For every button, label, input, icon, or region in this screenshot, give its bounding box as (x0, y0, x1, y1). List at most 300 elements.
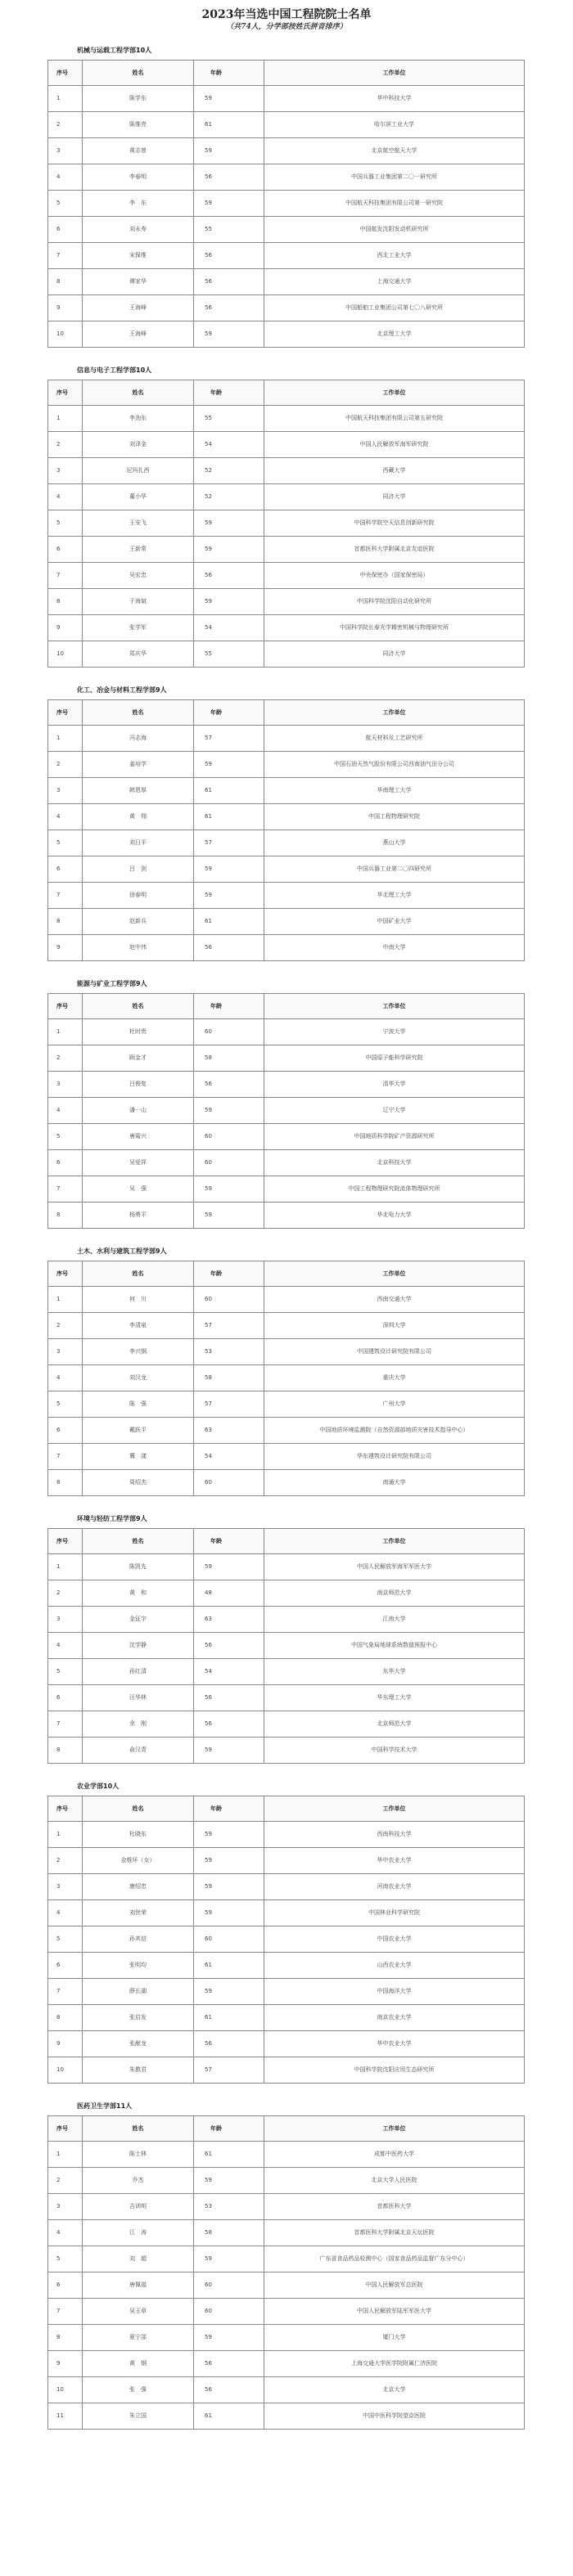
work-unit-cell: 中国人民解放军陆军军医大学 (264, 2299, 525, 2325)
section-block (0, 979, 573, 1229)
row-number-cell: 5 (48, 191, 83, 217)
member-name-cell: 金维环（女） (83, 1848, 194, 1874)
member-name-cell: 冯志海 (83, 726, 194, 752)
member-name-cell: 刘泽金 (83, 432, 194, 458)
member-age-cell: 53 (194, 1339, 264, 1365)
work-unit-cell: 中国原子能科学研究院 (264, 1045, 525, 1072)
member-name-cell: 金征宇 (83, 1607, 194, 1633)
work-unit-cell: 中国科学院沈阳自动化研究所 (264, 589, 525, 615)
member-age-cell: 52 (194, 484, 264, 510)
work-unit-cell: 华南理工大学 (264, 778, 525, 804)
member-age-cell: 57 (194, 726, 264, 752)
table-row (48, 1659, 525, 1685)
member-name-cell: 赵新兵 (83, 909, 194, 935)
header-member-age: 年龄 (194, 380, 264, 406)
table-row (48, 164, 525, 191)
work-unit-cell: 宁波大学 (264, 1019, 525, 1045)
table-row (48, 1848, 525, 1874)
member-name-cell: 唐佩福 (83, 2273, 194, 2299)
member-age-cell: 56 (194, 563, 264, 589)
row-number-cell: 8 (48, 2325, 83, 2351)
member-age-cell: 56 (194, 1072, 264, 1098)
row-number-cell: 7 (48, 2299, 83, 2325)
member-name-cell: 刘日平 (83, 830, 194, 856)
member-name-cell: 何 川 (83, 1287, 194, 1313)
row-number-cell: 8 (48, 1203, 83, 1229)
work-unit-cell: 中国航发沈阳发动机研究所 (264, 217, 525, 243)
table-row (48, 510, 525, 537)
header-work-unit: 工作单位 (264, 700, 525, 726)
table-row (48, 883, 525, 909)
member-age-cell: 60 (194, 1470, 264, 1496)
member-age-cell: 59 (194, 86, 264, 112)
table-row (48, 1444, 525, 1470)
table-row (48, 1900, 525, 1926)
row-number-cell: 1 (48, 86, 83, 112)
header-member-age: 年龄 (194, 1796, 264, 1822)
member-name-cell: 余 刚 (83, 1711, 194, 1738)
work-unit-cell: 中国林业科学研究院 (264, 1900, 525, 1926)
member-age-cell: 57 (194, 1391, 264, 1418)
section-title: 农业学部10人 (77, 1783, 120, 1790)
work-unit-cell: 中国航天科技集团有限公司第一研究院 (264, 191, 525, 217)
row-number-cell: 3 (48, 778, 83, 804)
section-block (0, 2102, 573, 2430)
work-unit-cell: 西藏大学 (264, 458, 525, 484)
work-unit-cell: 北京航空航天大学 (264, 138, 525, 164)
table-row (48, 537, 525, 563)
row-number-cell: 6 (48, 537, 83, 563)
member-age-cell: 59 (194, 883, 264, 909)
work-unit-cell: 首都医科大学 (264, 2194, 525, 2220)
table-row (48, 1313, 525, 1339)
header-work-unit: 工作单位 (264, 994, 525, 1019)
sections-container (0, 46, 573, 2430)
member-age-cell: 60 (194, 1019, 264, 1045)
row-number-cell: 10 (48, 641, 83, 668)
member-age-cell: 60 (194, 1926, 264, 1953)
member-name-cell: 王新常 (83, 537, 194, 563)
table-row (48, 1822, 525, 1848)
member-name-cell: 李春明 (83, 164, 194, 191)
row-number-cell: 9 (48, 2351, 83, 2377)
member-age-cell: 59 (194, 1203, 264, 1229)
work-unit-cell: 广东省食品药品检测中心（国家食品药品监督广东分中心） (264, 2246, 525, 2273)
row-number-cell: 3 (48, 1072, 83, 1098)
table-row (48, 2194, 525, 2220)
work-unit-cell: 中国地质科学院矿产资源研究所 (264, 1124, 525, 1150)
table-row (48, 1176, 525, 1203)
work-unit-cell: 中国气象局地球系统数值预报中心 (264, 1633, 525, 1659)
work-unit-cell: 清华大学 (264, 1072, 525, 1098)
work-unit-cell: 中国建筑设计研究院有限公司 (264, 1339, 525, 1365)
table-row (48, 1365, 525, 1391)
member-age-cell: 60 (194, 1150, 264, 1176)
row-number-cell: 2 (48, 112, 83, 138)
row-number-cell: 4 (48, 1365, 83, 1391)
table-row (48, 243, 525, 269)
work-unit-cell: 中国兵器工业第二〇四研究所 (264, 856, 525, 883)
member-age-cell: 58 (194, 2220, 264, 2246)
table-row (48, 856, 525, 883)
table-row (48, 458, 525, 484)
member-age-cell: 56 (194, 1633, 264, 1659)
member-name-cell: 黄志曾 (83, 138, 194, 164)
work-unit-cell: 南通大学 (264, 1470, 525, 1496)
table-row (48, 1554, 525, 1580)
member-age-cell: 54 (194, 432, 264, 458)
member-name-cell: 宋保维 (83, 243, 194, 269)
table-row (48, 2273, 525, 2299)
document-title: 2023年当选中国工程院院士名单 (201, 8, 372, 21)
member-name-cell: 吕 剑 (83, 856, 194, 883)
row-number-cell: 1 (48, 726, 83, 752)
member-name-cell: 陈 强 (83, 1391, 194, 1418)
table-row (48, 778, 525, 804)
work-unit-cell: 河南农业大学 (264, 1874, 525, 1900)
row-number-cell: 7 (48, 563, 83, 589)
member-name-cell: 黄 和 (83, 1580, 194, 1607)
member-age-cell: 59 (194, 2246, 264, 2273)
work-unit-cell: 中央保密办（国家保密局） (264, 563, 525, 589)
work-unit-cell: 东华大学 (264, 1659, 525, 1685)
member-age-cell: 54 (194, 615, 264, 641)
member-name-cell: 刘永寿 (83, 217, 194, 243)
work-unit-cell: 中国船舶工业集团公司第七〇八研究所 (264, 295, 525, 321)
member-age-cell: 59 (194, 1098, 264, 1124)
table-row (48, 1098, 525, 1124)
work-unit-cell: 南京农业大学 (264, 2005, 525, 2031)
table-row (48, 112, 525, 138)
work-unit-cell: 江南大学 (264, 1607, 525, 1633)
work-unit-cell: 北京科技大学 (264, 1150, 525, 1176)
member-age-cell: 56 (194, 1711, 264, 1738)
member-age-cell: 56 (194, 1685, 264, 1711)
member-name-cell: 李兴钢 (83, 1339, 194, 1365)
member-name-cell: 王海峰 (83, 321, 194, 348)
member-name-cell: 吴爱祥 (83, 1150, 194, 1176)
row-number-cell: 5 (48, 1659, 83, 1685)
member-table (47, 993, 525, 1229)
table-row (48, 1607, 525, 1633)
member-age-cell: 61 (194, 909, 264, 935)
member-age-cell: 59 (194, 1979, 264, 2005)
member-table (47, 1261, 525, 1496)
member-name-cell: 张学军 (83, 615, 194, 641)
member-name-cell: 刘 超 (83, 2246, 194, 2273)
member-age-cell: 59 (194, 589, 264, 615)
row-number-cell: 10 (48, 321, 83, 348)
work-unit-cell: 中国科学院长春光学精密机械与物理研究所 (264, 615, 525, 641)
work-unit-cell: 华中农业大学 (264, 1848, 525, 1874)
member-name-cell: 张明均 (83, 1953, 194, 1979)
table-row (48, 2142, 525, 2168)
work-unit-cell: 西北工业大学 (264, 243, 525, 269)
work-unit-cell: 中国海洋大学 (264, 1979, 525, 2005)
work-unit-cell: 中国中医科学院望京医院 (264, 2403, 525, 2430)
header-member-name: 姓名 (83, 700, 194, 726)
member-age-cell: 56 (194, 2377, 264, 2403)
row-number-cell: 6 (48, 856, 83, 883)
work-unit-cell: 华中农业大学 (264, 2031, 525, 2057)
work-unit-cell: 燕山大学 (264, 830, 525, 856)
member-name-cell: 张献龙 (83, 2031, 194, 2057)
row-number-cell: 5 (48, 1124, 83, 1150)
table-row (48, 615, 525, 641)
member-age-cell: 58 (194, 1365, 264, 1391)
member-age-cell: 55 (194, 406, 264, 432)
row-number-cell: 5 (48, 1926, 83, 1953)
row-number-cell: 8 (48, 2005, 83, 2031)
table-row (48, 909, 525, 935)
member-age-cell: 56 (194, 269, 264, 295)
member-age-cell: 56 (194, 2031, 264, 2057)
member-age-cell: 57 (194, 2057, 264, 2084)
table-row (48, 1738, 525, 1764)
table-row (48, 269, 525, 295)
row-number-cell: 7 (48, 1176, 83, 1203)
member-age-cell: 59 (194, 321, 264, 348)
member-name-cell: 杜时贵 (83, 1019, 194, 1045)
work-unit-cell: 中南大学 (264, 935, 525, 961)
table-header-row (48, 700, 525, 726)
row-number-cell: 10 (48, 2377, 83, 2403)
table-header-row (48, 61, 525, 86)
work-unit-cell: 华东建筑设计研究院有限公司 (264, 1444, 525, 1470)
member-name-cell: 夏宁邵 (83, 2325, 194, 2351)
table-row (48, 1685, 525, 1711)
member-age-cell: 56 (194, 295, 264, 321)
row-number-cell: 9 (48, 2031, 83, 2057)
member-name-cell: 刘世荣 (83, 1900, 194, 1926)
member-name-cell: 周绍杰 (83, 1470, 194, 1496)
member-age-cell: 55 (194, 641, 264, 668)
work-unit-cell: 中国科学院沈阳应用生态研究所 (264, 2057, 525, 2084)
member-age-cell: 59 (194, 1848, 264, 1874)
table-row (48, 804, 525, 830)
row-number-cell: 5 (48, 830, 83, 856)
row-number-cell: 8 (48, 909, 83, 935)
member-name-cell: 乔杰 (83, 2168, 194, 2194)
member-age-cell: 61 (194, 2142, 264, 2168)
work-unit-cell: 航天材料及工艺研究所 (264, 726, 525, 752)
table-row (48, 321, 525, 348)
member-age-cell: 63 (194, 1418, 264, 1444)
section-title: 能源与矿业工程学部9人 (77, 980, 147, 987)
member-name-cell: 陈维亮 (83, 112, 194, 138)
table-row (48, 1045, 525, 1072)
header-member-age: 年龄 (194, 1261, 264, 1287)
member-age-cell: 54 (194, 1659, 264, 1685)
member-name-cell: 刘汉龙 (83, 1365, 194, 1391)
member-age-cell: 61 (194, 2005, 264, 2031)
work-unit-cell: 上海交通大学医学院附属仁济医院 (264, 2351, 525, 2377)
table-row (48, 1418, 525, 1444)
table-row (48, 2299, 525, 2325)
table-row (48, 295, 525, 321)
member-name-cell: 俞汉青 (83, 1738, 194, 1764)
member-name-cell: 王安飞 (83, 510, 194, 537)
table-row (48, 2403, 525, 2430)
work-unit-cell: 北京师范大学 (264, 1711, 525, 1738)
row-number-cell: 8 (48, 1738, 83, 1764)
table-row (48, 1926, 525, 1953)
table-header-row (48, 380, 525, 406)
table-header-row (48, 2116, 525, 2142)
table-row (48, 1711, 525, 1738)
work-unit-cell: 中国人民解放军海军军医大学 (264, 1554, 525, 1580)
header-work-unit: 工作单位 (264, 1796, 525, 1822)
work-unit-cell: 北京大学人民医院 (264, 2168, 525, 2194)
member-age-cell: 56 (194, 2351, 264, 2377)
table-header-row (48, 994, 525, 1019)
section-title: 化工、冶金与材料工程学部9人 (77, 686, 167, 694)
work-unit-cell: 同济大学 (264, 641, 525, 668)
work-unit-cell: 上海交通大学 (264, 269, 525, 295)
work-unit-cell: 重庆大学 (264, 1365, 525, 1391)
row-number-cell: 5 (48, 510, 83, 537)
member-age-cell: 59 (194, 752, 264, 778)
row-number-cell: 4 (48, 484, 83, 510)
row-number-cell: 4 (48, 164, 83, 191)
row-number-cell: 10 (48, 2057, 83, 2084)
work-unit-cell: 北京大学 (264, 2377, 525, 2403)
work-unit-cell: 山西农业大学 (264, 1953, 525, 1979)
header-work-unit: 工作单位 (264, 1261, 525, 1287)
member-name-cell: 张启发 (83, 2005, 194, 2031)
member-name-cell: 谭家华 (83, 269, 194, 295)
table-row (48, 138, 525, 164)
header-member-name: 姓名 (83, 1529, 194, 1554)
row-number-cell: 3 (48, 138, 83, 164)
member-name-cell: 吴宏忠 (83, 563, 194, 589)
member-age-cell: 61 (194, 2403, 264, 2430)
work-unit-cell: 中国工程物理研究院 (264, 804, 525, 830)
work-unit-cell: 厦门大学 (264, 2325, 525, 2351)
table-row (48, 1470, 525, 1496)
member-name-cell: 赵中伟 (83, 935, 194, 961)
work-unit-cell: 中国工程物理研究院流体物理研究所 (264, 1176, 525, 1203)
row-number-cell: 7 (48, 1444, 83, 1470)
row-number-cell: 7 (48, 1711, 83, 1738)
member-age-cell: 58 (194, 1045, 264, 1072)
row-number-cell: 6 (48, 1953, 83, 1979)
row-number-cell: 9 (48, 935, 83, 961)
member-name-cell: 韩恩厚 (83, 778, 194, 804)
member-age-cell: 59 (194, 856, 264, 883)
member-age-cell: 61 (194, 778, 264, 804)
member-name-cell: 董小华 (83, 484, 194, 510)
work-unit-cell: 中国科学院空天信息创新研究院 (264, 510, 525, 537)
table-row (48, 432, 525, 458)
header-row-number: 序号 (48, 61, 83, 86)
table-row (48, 1633, 525, 1659)
row-number-cell: 6 (48, 1685, 83, 1711)
table-header-row (48, 1261, 525, 1287)
member-name-cell: 薛长湖 (83, 1979, 194, 2005)
work-unit-cell: 中国矿业大学 (264, 909, 525, 935)
row-number-cell: 3 (48, 458, 83, 484)
member-name-cell: 李清泉 (83, 1313, 194, 1339)
work-unit-cell: 中国兵器工业集团第二〇一研究所 (264, 164, 525, 191)
work-unit-cell: 中国人民解放军总医院 (264, 2273, 525, 2299)
row-number-cell: 4 (48, 1900, 83, 1926)
table-row (48, 589, 525, 615)
work-unit-cell: 西南科技大学 (264, 1822, 525, 1848)
table-row (48, 726, 525, 752)
section-title: 机械与运载工程学部10人 (77, 47, 152, 54)
member-age-cell: 56 (194, 935, 264, 961)
member-age-cell: 59 (194, 138, 264, 164)
work-unit-cell: 西南交通大学 (264, 1287, 525, 1313)
member-age-cell: 59 (194, 2325, 264, 2351)
row-number-cell: 2 (48, 432, 83, 458)
header-member-name: 姓名 (83, 1796, 194, 1822)
work-unit-cell: 南京师范大学 (264, 1580, 525, 1607)
row-number-cell: 9 (48, 615, 83, 641)
row-number-cell: 1 (48, 1554, 83, 1580)
member-age-cell: 59 (194, 1554, 264, 1580)
table-row (48, 1580, 525, 1607)
row-number-cell: 4 (48, 1098, 83, 1124)
member-name-cell: 唐菊兴 (83, 1124, 194, 1150)
table-row (48, 2057, 525, 2084)
row-number-cell: 4 (48, 804, 83, 830)
header-member-age: 年龄 (194, 994, 264, 1019)
row-number-cell: 8 (48, 269, 83, 295)
work-unit-cell: 首都医科大学附属北京友谊医院 (264, 537, 525, 563)
header-member-name: 姓名 (83, 1261, 194, 1287)
table-row (48, 830, 525, 856)
member-age-cell: 48 (194, 1580, 264, 1607)
member-age-cell: 59 (194, 1900, 264, 1926)
member-age-cell: 56 (194, 164, 264, 191)
row-number-cell: 4 (48, 1633, 83, 1659)
table-row (48, 1391, 525, 1418)
member-age-cell: 59 (194, 1176, 264, 1203)
table-row (48, 1287, 525, 1313)
header-member-age: 年龄 (194, 61, 264, 86)
table-row (48, 86, 525, 112)
member-age-cell: 59 (194, 510, 264, 537)
row-number-cell: 2 (48, 1045, 83, 1072)
member-name-cell: 陈士林 (83, 2142, 194, 2168)
table-row (48, 641, 525, 668)
member-name-cell: 孙红清 (83, 1659, 194, 1685)
header-member-age: 年龄 (194, 700, 264, 726)
row-number-cell: 1 (48, 1822, 83, 1848)
table-row (48, 2031, 525, 2057)
member-name-cell: 尼玛扎西 (83, 458, 194, 484)
row-number-cell: 2 (48, 1848, 83, 1874)
member-name-cell: 李 东 (83, 191, 194, 217)
member-name-cell: 郑庆华 (83, 641, 194, 668)
member-age-cell: 61 (194, 804, 264, 830)
header-member-name: 姓名 (83, 380, 194, 406)
member-age-cell: 52 (194, 458, 264, 484)
table-header-row (48, 1529, 525, 1554)
header-row-number: 序号 (48, 2116, 83, 2142)
work-unit-cell: 中国农业大学 (264, 1926, 525, 1953)
member-name-cell: 顾金才 (83, 1045, 194, 1072)
member-age-cell: 63 (194, 1607, 264, 1633)
row-number-cell: 4 (48, 2220, 83, 2246)
member-age-cell: 60 (194, 1287, 264, 1313)
table-row (48, 563, 525, 589)
row-number-cell: 5 (48, 2246, 83, 2273)
row-number-cell: 7 (48, 1979, 83, 2005)
table-header-row (48, 1796, 525, 1822)
